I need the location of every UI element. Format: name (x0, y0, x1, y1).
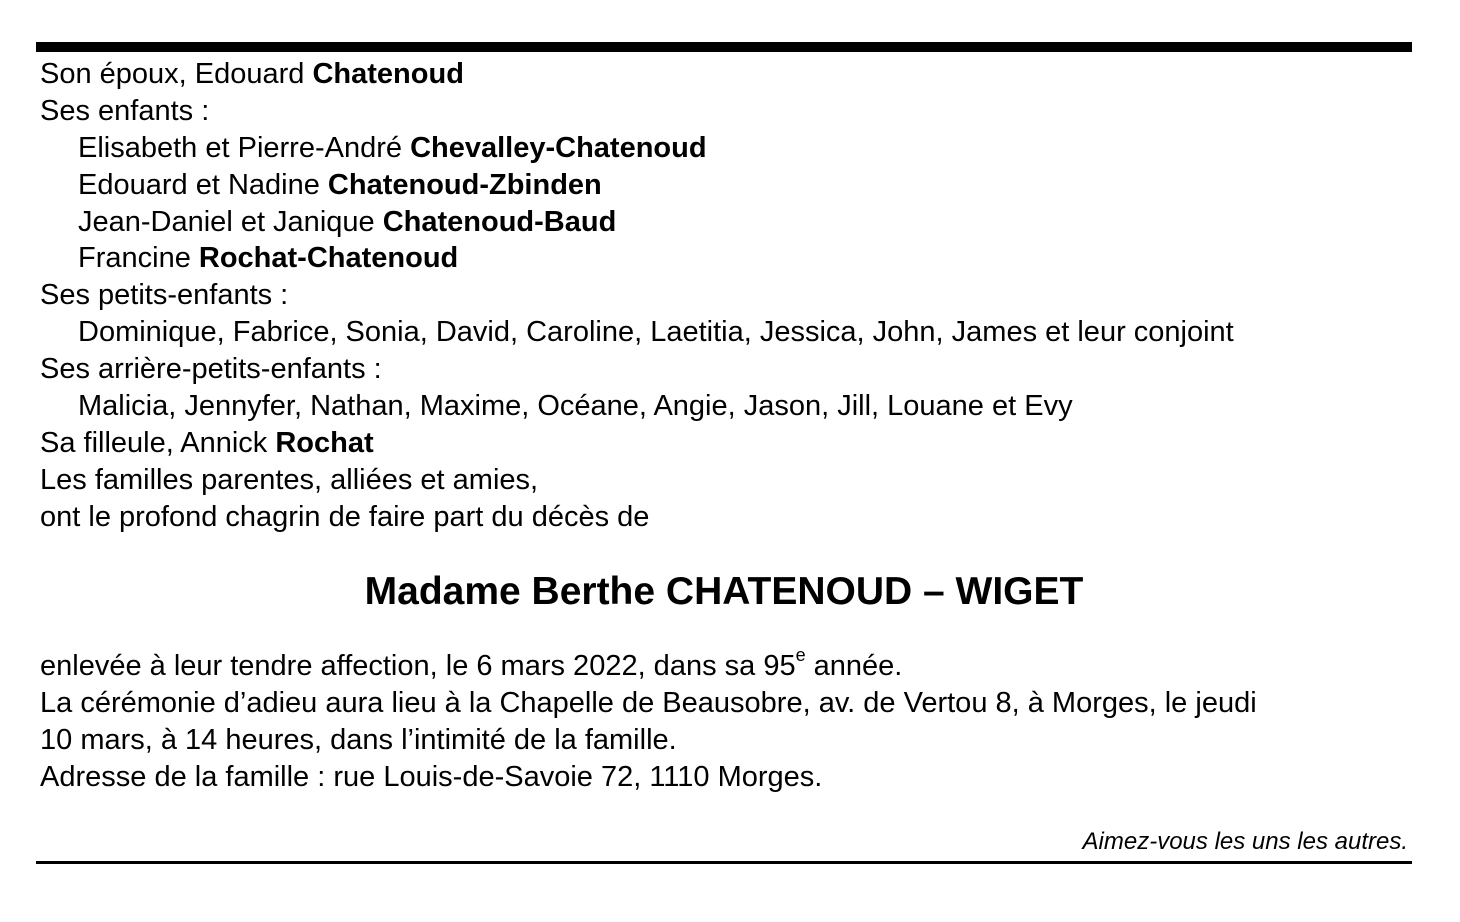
death-line: enlevée à leur tendre affection, le 6 mars 2022, dans sa 95e année. (40, 645, 903, 682)
grandchildren-heading: Ses petits-enfants : (40, 279, 289, 312)
sorrow-line: ont le profond chagrin de faire part du décès de (40, 500, 650, 533)
children-heading: Ses enfants : (40, 94, 210, 127)
families-line: Les familles parentes, alliées et amies, (40, 463, 539, 496)
child-surname: Rochat-Chatenoud (198, 242, 459, 275)
child-line: Jean-Daniel et Janique Chatenoud-Baud (78, 205, 617, 238)
spouse-line: Son époux, Edouard Chatenoud (40, 58, 464, 90)
ceremony-line-2: 10 mars, à 14 heures, dans l’intimité de la famille. (40, 723, 677, 756)
spouse-surname: Chatenoud (312, 58, 464, 90)
goddaughter-surname: Rochat (275, 426, 374, 459)
child-line: Elisabeth et Pierre-André Chevalley-Chatenoud (78, 131, 707, 164)
child-line: Francine Rochat-Chatenoud (78, 242, 459, 275)
motto: Aimez-vous les uns les autres. (1082, 828, 1408, 855)
child-surname: Chatenoud-Zbinden (327, 168, 602, 201)
family-list (40, 56, 1234, 536)
bottom-rule (36, 861, 1412, 864)
child-line: Edouard et Nadine Chatenoud-Zbinden (78, 168, 602, 201)
child-surname: Chevalley-Chatenoud (410, 131, 707, 164)
top-rule (36, 42, 1412, 52)
ceremony-line-1: La cérémonie d’adieu aura lieu à la Chapelle de Beausobre, av. de Vertou 8, à Morges, le jeudi (40, 686, 1257, 719)
ceremony-details (40, 645, 1257, 796)
great-grandchildren-heading: Ses arrière-petits-enfants : (40, 353, 382, 386)
deceased-name: Madame Berthe CHATENOUD – WIGET (364, 570, 1084, 613)
family-address: Adresse de la famille : rue Louis-de-Savoie 72, 1110 Morges. (40, 760, 823, 793)
grandchildren-list: Dominique, Fabrice, Sonia, David, Caroline, Laetitia, Jessica, John, James et leur conjoint (78, 316, 1234, 349)
goddaughter-line: Sa filleule, Annick Rochat (40, 426, 374, 459)
child-surname: Chatenoud-Baud (382, 205, 617, 238)
great-grandchildren-list: Malicia, Jennyfer, Nathan, Maxime, Océane, Angie, Jason, Jill, Louane et Evy (78, 390, 1073, 423)
